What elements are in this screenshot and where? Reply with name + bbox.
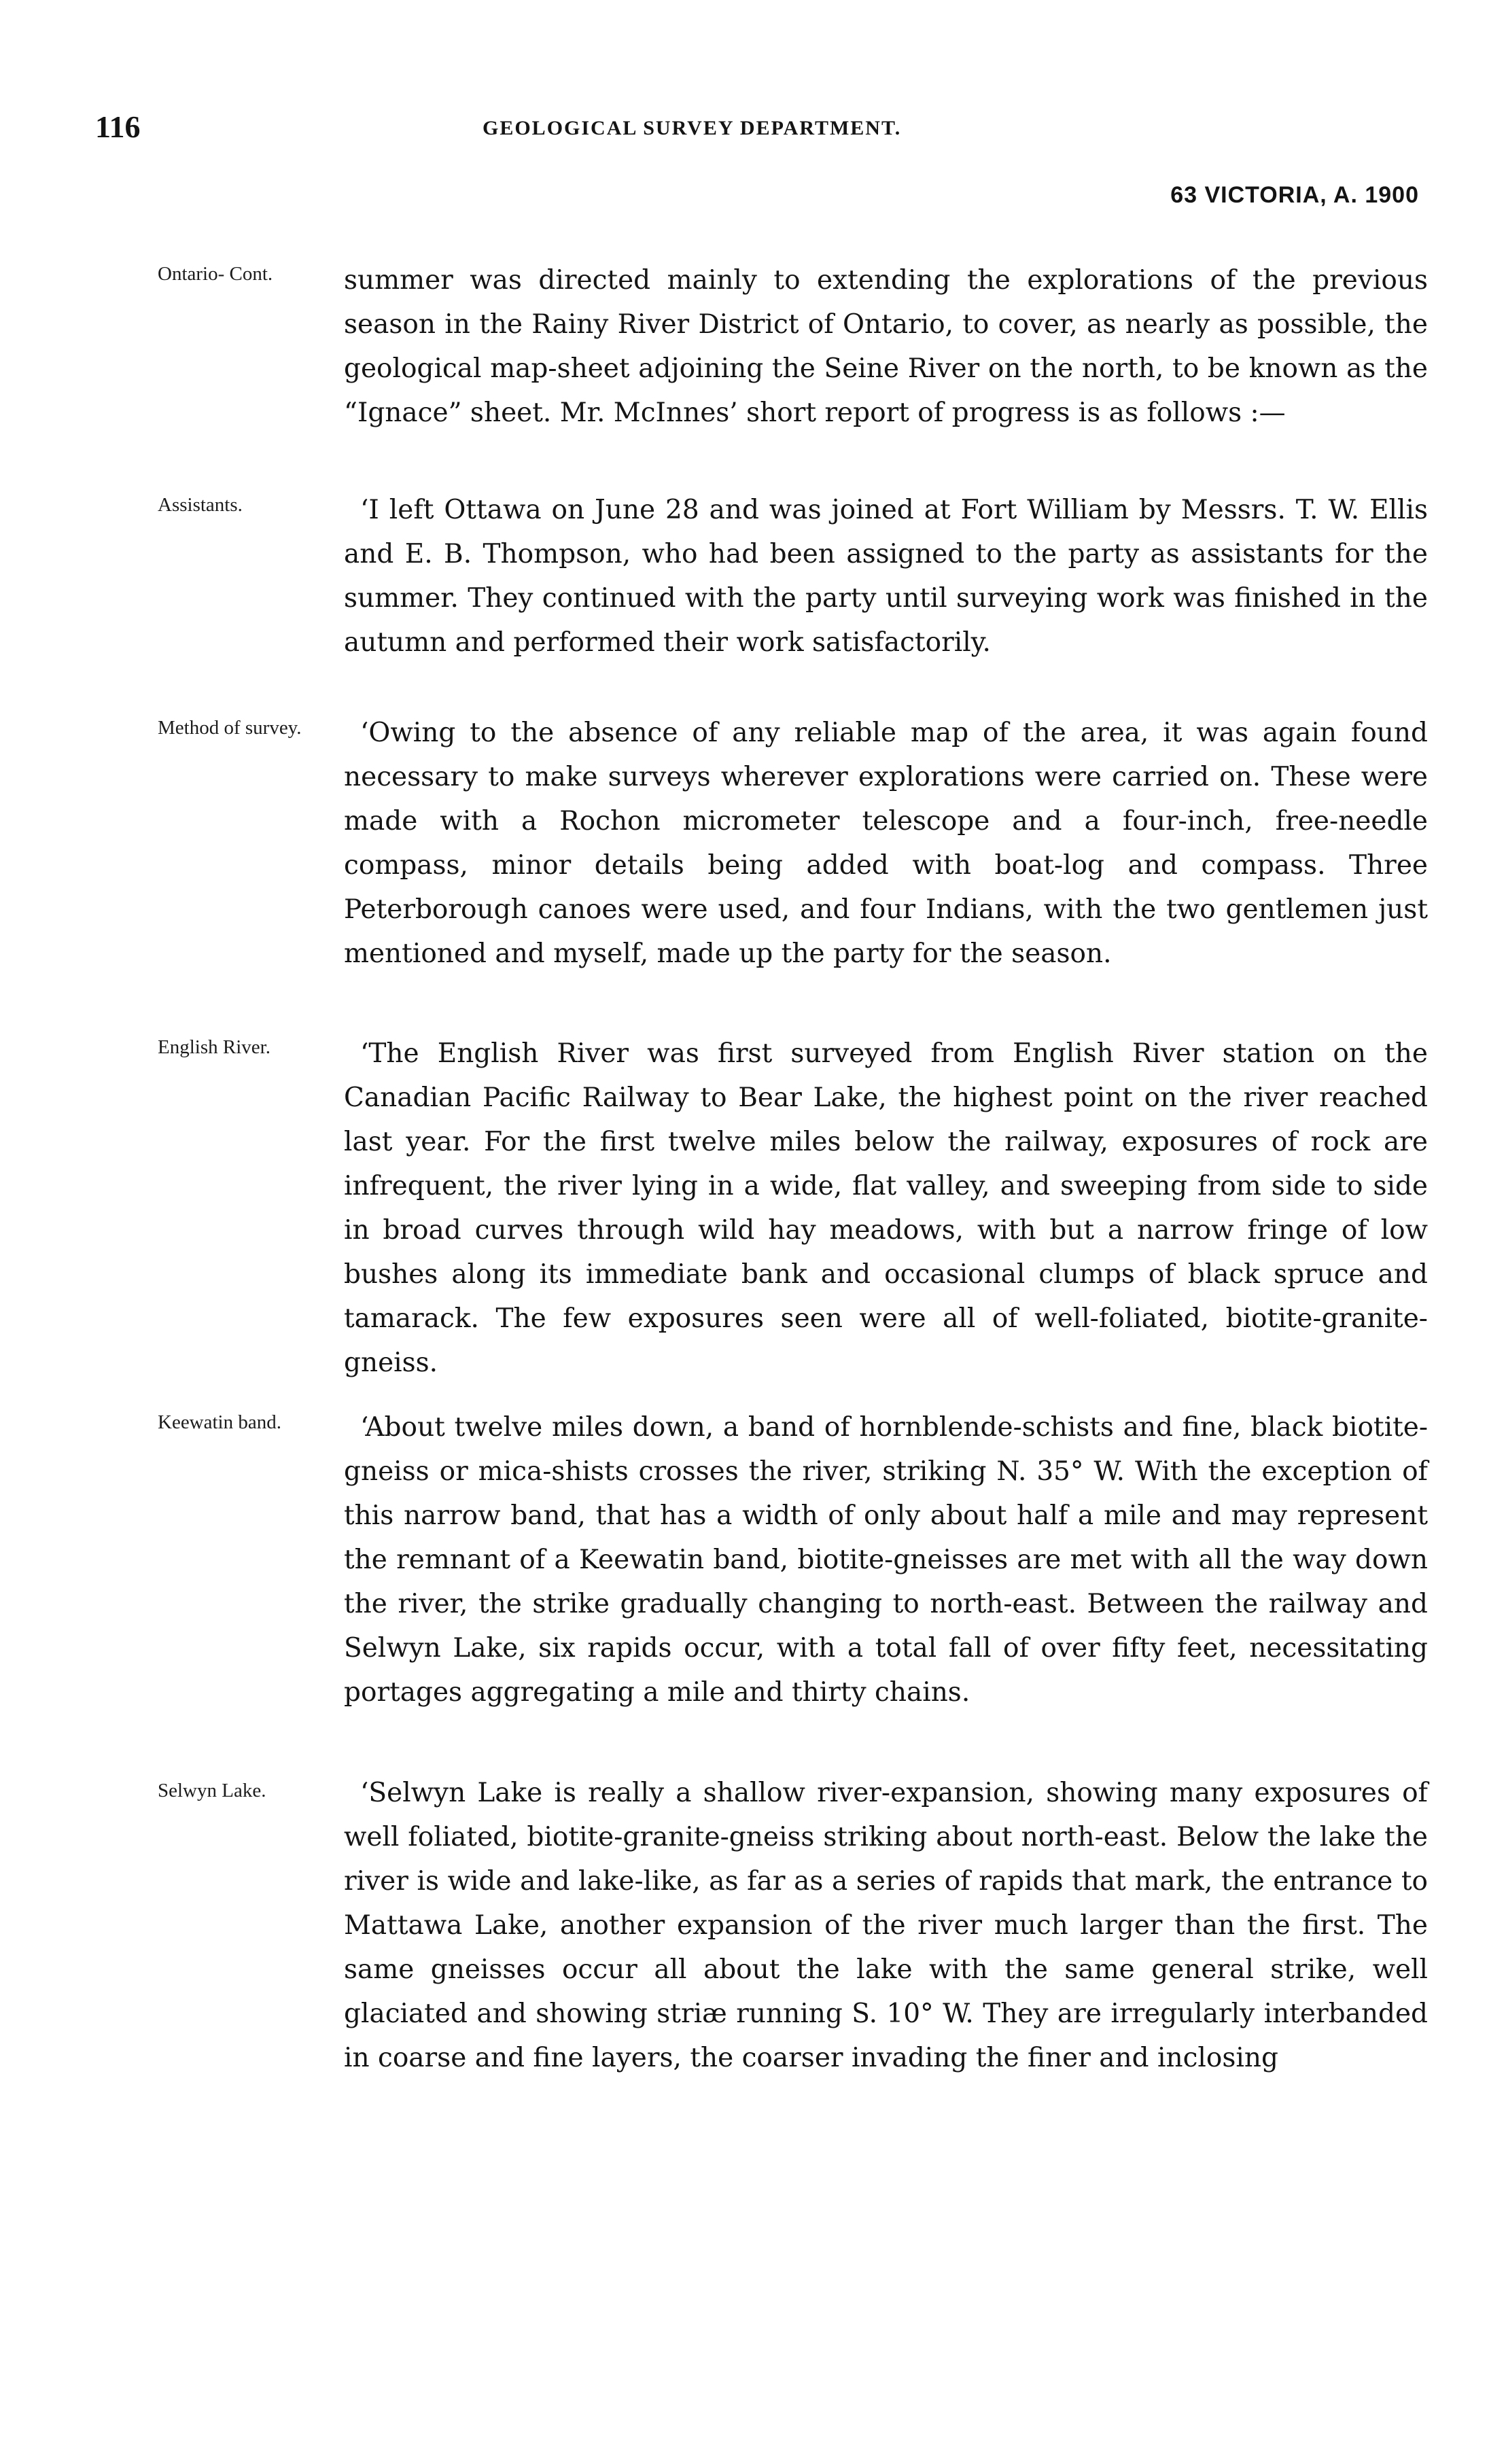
paragraph-text: ‘About twelve miles down, a band of hornblende-schists and fine, black biotite-gneiss or mica-shists crosses the river, striking N. 35° W. With the exception of this narrow band, that has a width of only about half a mile and may represent the remnant of a Keewatin band, biotite-gneisses are met with all the way down the river, the strike gradually changing to north-east. Between the railway and Selwyn Lake, six rapids occur, with a total fall of over fifty feet, necessitating portages aggregating a mile and thirty chains. (344, 1412, 1428, 1708)
paragraph-selwyn-lake (344, 1771, 1428, 2080)
margin-note-assistants: Assistants. (158, 494, 243, 516)
margin-note-method-of-survey: Method of survey. (158, 717, 302, 739)
page-number: 116 (95, 109, 141, 144)
session-line: 63 VICTORIA, A. 1900 (1170, 182, 1419, 208)
running-title: GEOLOGICAL SURVEY DEPARTMENT. (483, 117, 902, 139)
paragraph-english-river (344, 1032, 1428, 1385)
paragraph-intro (344, 258, 1428, 435)
running-head (95, 109, 1438, 149)
margin-note-keewatin-band: Keewatin band. (158, 1411, 281, 1433)
paragraph-text: ‘I left Ottawa on June 28 and was joined at Fort William by Messrs. T. W. Ellis and E. B. Thompson, who had been assigned to the party as assistants for the summer. They continued with the party until surveying work was finished in the autumn and performed their work satisfactorily. (344, 495, 1428, 658)
margin-note-ontario: Ontario- Cont. (158, 263, 273, 285)
paragraph-assistants (344, 488, 1428, 665)
margin-note-selwyn-lake: Selwyn Lake. (158, 1780, 266, 1801)
paragraph-text: ‘Selwyn Lake is really a shallow river-expansion, showing many exposures of well foliated, biotite-granite-gneiss striking about north-east. Below the lake the river is wide and lake-like, as far as a series of rapids that mark, the entrance to Mattawa Lake, another expansion of the river much larger than the first. The same gneisses occur all about the lake with the same general strike, well glaciated and showing striæ running S. 10° W. They are irregularly interbanded in coarse and fine layers, the coarser invading the finer and inclosing (344, 1778, 1428, 2073)
paragraph-text: ‘The English River was first surveyed from English River station on the Canadian Pacific Railway to Bear Lake, the highest point on the river reached last year. For the first twelve miles below the railway, exposures of rock are infrequent, the river lying in a wide, flat valley, and sweeping from side to side in broad curves through wild hay meadows, with but a narrow fringe of low bushes along its immediate bank and occasional clumps of black spruce and tamarack. The few exposures seen were all of well-foliated, biotite-granite-gneiss. (344, 1038, 1428, 1378)
paragraph-text: ‘Owing to the absence of any reliable map of the area, it was again found necessary to make surveys wherever explorations were carried on. These were made with a Rochon micrometer telescope and a four-inch, free-needle compass, minor details being added with boat-log and compass. Three Peterborough canoes were used, and four Indians, with the two gentlemen just mentioned and myself, made up the party for the season. (344, 718, 1428, 969)
paragraph-method-of-survey (344, 711, 1428, 976)
paragraph-keewatin-band (344, 1405, 1428, 1714)
paragraph-text: summer was directed mainly to extending the explorations of the previous season in the Rainy River District of Ontario, to cover, as nearly as possible, the geological map-sheet adjoining the Seine River on the north, to be known as the “Ignace” sheet. Mr. McInnes’ short report of progress is as follows :— (344, 265, 1428, 428)
margin-note-english-river: English River. (158, 1036, 270, 1058)
